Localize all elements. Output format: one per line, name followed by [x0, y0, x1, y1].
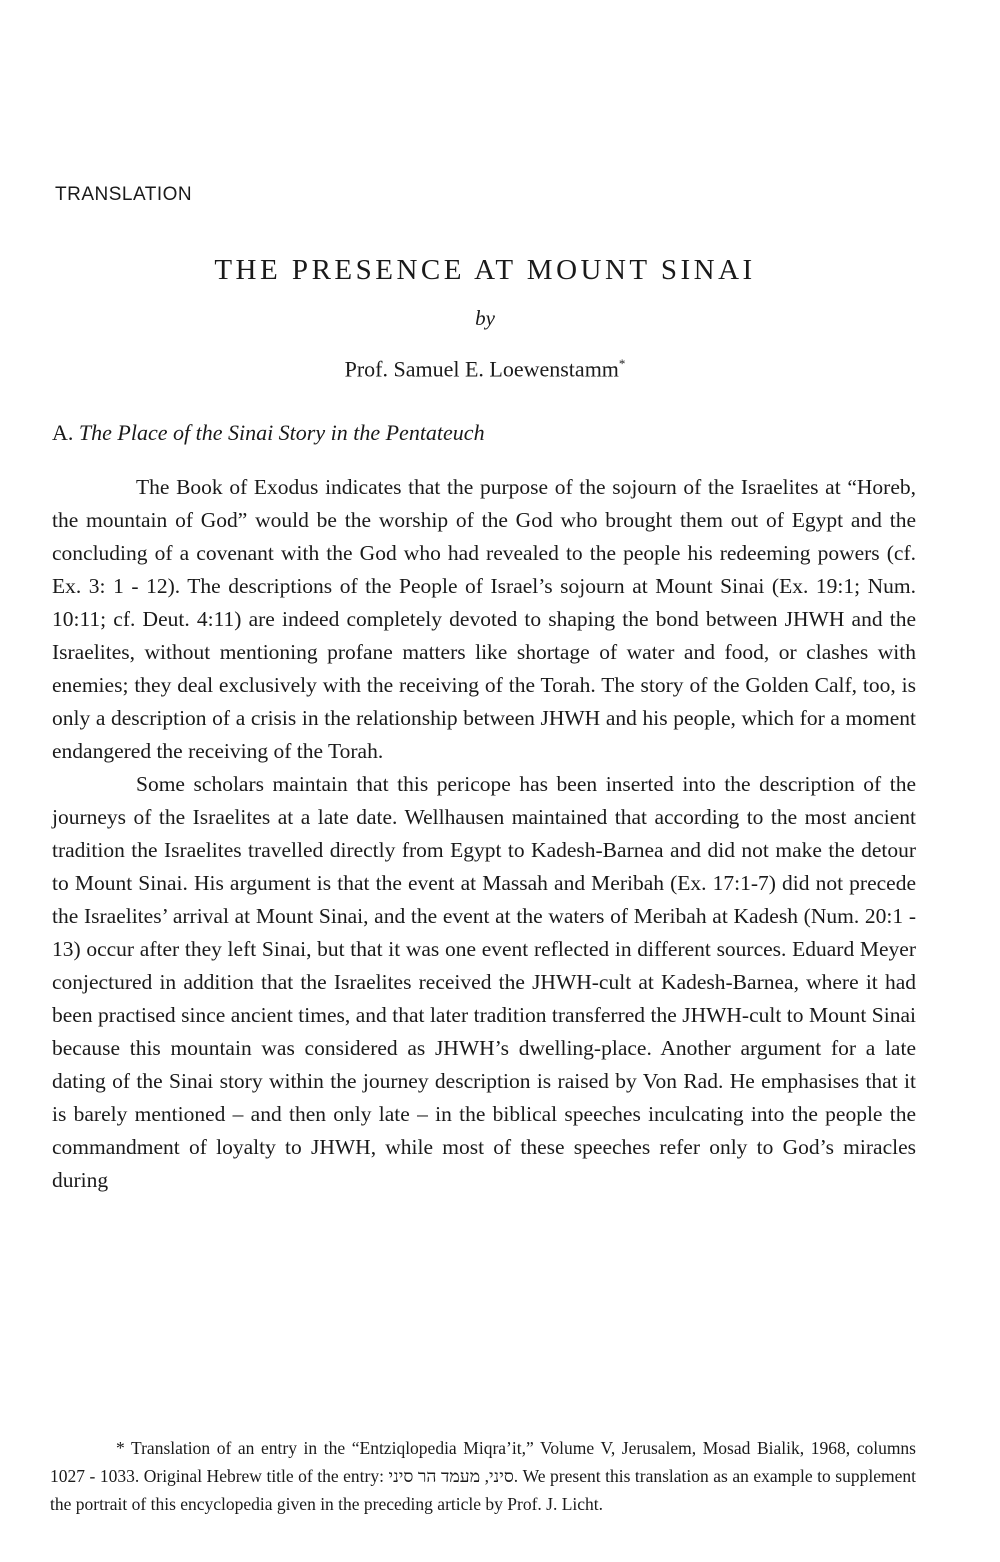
footnote	[50, 1434, 916, 1518]
footnote-text: Translation of an entry in the “Entziqlopedia Miqra’it,” Volume V, Jerusalem, Mosad Bialik, 1968, columns 1027 - 1033. Original Hebrew title of the entry: סיני, מעמד הר סיני. We present this translation as an example to supplement the portrait of this encyclopedia given in the preceding article by Prof. J. Licht.	[50, 1438, 916, 1514]
author-text: Prof. Samuel E. Loewenstamm	[344, 356, 619, 382]
paragraph: The Book of Exodus indicates that the purpose of the sojourn of the Israelites at “Horeb, the mountain of God” would be the worship of the God who brought them out of Egypt and the concluding of a covenant with the God who had revealed to the people his redeeming powers (cf. Ex. 3: 1 - 12). The descriptions of the People of Israel’s sojourn at Mount Sinai (Ex. 19:1; Num. 10:11; cf. Deut. 4:11) are indeed completely devoted to shaping the bond between JHWH and the Israelites, without mentioning profane matters like shortage of water and food, or clashes with enemies; they deal exclusively with the receiving of the Torah. The story of the Golden Calf, too, is only a description of a crisis in the relationship between JHWH and his people, which for a moment endangered the receiving of the Torah.	[52, 475, 916, 763]
author-name	[0, 356, 970, 382]
section-label: TRANSLATION	[55, 184, 193, 205]
byline-by: by	[475, 306, 495, 330]
article-title: THE PRESENCE AT MOUNT SINAI	[214, 254, 756, 286]
section-heading	[52, 420, 485, 446]
section-title: The Place of the Sinai Story in the Pentateuch	[78, 420, 485, 445]
section-letter: A.	[52, 420, 74, 445]
paragraph: Some scholars maintain that this pericope has been inserted into the description of the journeys of the Israelites at a late date. Wellhausen maintained that according to the most ancient tradition the Israelites travelled directly from Egypt to Kadesh-Barnea and did not make the detour to Mount Sinai. His argument is that the event at Massah and Meribah (Ex. 17:1-7) did not precede the Israelites’ arrival at Mount Sinai, and the event at the waters of Meribah at Kadesh (Num. 20:1 - 13) occur after they left Sinai, but that it was one event reflected in different sources. Eduard Meyer conjectured in addition that the Israelites received the JHWH-cult at Kadesh-Barnea, where it had been practised since ancient times, and that later tradition transferred the JHWH-cult to Mount Sinai because this mountain was considered as JHWH’s dwelling-place. Another argument for a late dating of the Sinai story within the journey description is raised by Von Rad. He emphasises that it is barely mentioned – and then only late – in the biblical speeches inculcating into the people the commandment of loyalty to JHWH, while most of these speeches refer only to God’s miracles during	[52, 772, 916, 1192]
author-footnote-mark: *	[618, 356, 626, 371]
footnote-mark: *	[116, 1438, 125, 1458]
body-text	[52, 471, 916, 1197]
